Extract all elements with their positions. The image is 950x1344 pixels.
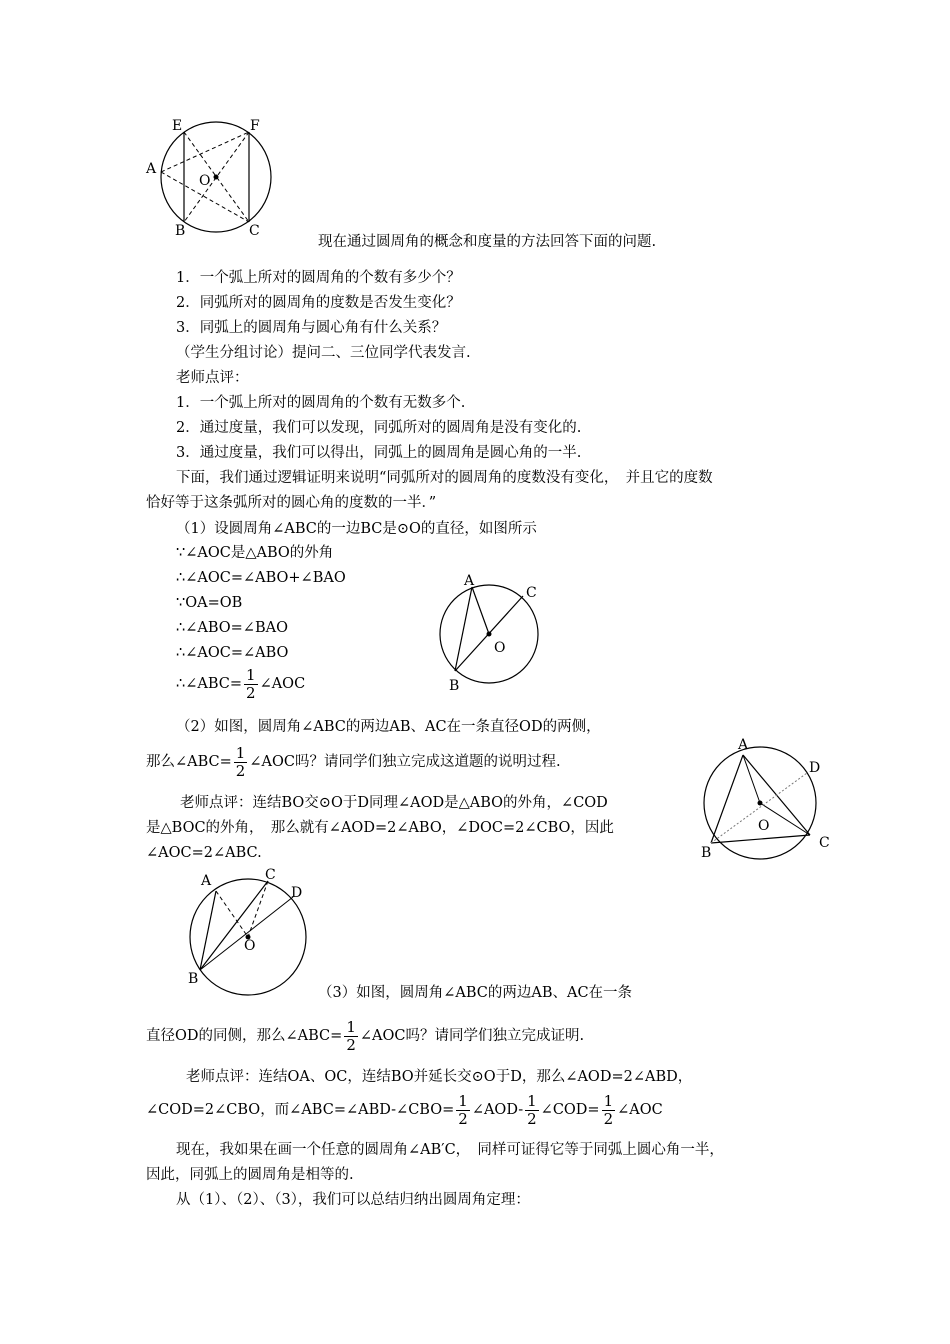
fraction-numerator: 1 xyxy=(246,665,256,684)
label-d: D xyxy=(809,760,821,776)
case2-comment-1: 老师点评：连结BO交⊙O于D同理∠AOD是△ABO的外角，∠COD xyxy=(180,795,608,811)
segment-b-c xyxy=(711,835,810,843)
case1-conclusion xyxy=(176,664,305,704)
case3-line-2 xyxy=(146,1016,584,1056)
figure-case3 xyxy=(185,865,315,1000)
case1-step-5: ∴∠AOC=∠ABO xyxy=(176,645,289,661)
fraction-numerator: 1 xyxy=(346,1017,356,1036)
label-c: C xyxy=(526,585,537,601)
fraction-half xyxy=(344,1017,358,1054)
segment-a-o xyxy=(743,755,760,803)
label-o: O xyxy=(494,640,506,656)
case2-line-1: （2）如图，圆周角∠ABC的两边AB、AC在一条直径OD的两侧， xyxy=(176,719,601,735)
figure-case2 xyxy=(695,735,840,860)
question-1: 1．一个弧上所对的圆周角的个数有多少个？ xyxy=(176,270,461,286)
label-o: O xyxy=(244,938,256,954)
segment-b-c xyxy=(200,881,268,970)
dash-a-f xyxy=(161,132,249,172)
case3-line-2-suffix: ∠AOC吗？请同学们独立完成证明. xyxy=(359,1028,585,1044)
general-line-2: 因此，同弧上的圆周角是相等的. xyxy=(146,1167,354,1183)
center-dot xyxy=(214,175,219,180)
dash-c-o xyxy=(248,881,268,937)
case3-comment-2-a: ∠COD=2∠CBO，而∠ABC=∠ABD-∠CBO= xyxy=(146,1102,455,1118)
comment-title: 老师点评： xyxy=(176,370,249,386)
case3-comment-2-d: ∠AOC xyxy=(617,1102,663,1118)
center-dot xyxy=(487,632,492,637)
figure-3-svg xyxy=(695,735,840,860)
figure-4-svg xyxy=(185,865,315,1000)
label-b: B xyxy=(188,971,199,987)
question-3: 3．同弧上的圆周角与圆心角有什么关系？ xyxy=(176,320,447,336)
case2-comment-2: 是△BOC的外角， 那么就有∠AOD=2∠ABO，∠DOC=2∠CBO，因此 xyxy=(146,820,614,836)
case1-step-2: ∴∠AOC=∠ABO+∠BAO xyxy=(176,570,346,586)
case1-step-4: ∴∠ABO=∠BAO xyxy=(176,620,288,636)
case1-conclusion-prefix: ∴∠ABC= xyxy=(176,676,243,692)
conclusion-text: 从（1）、（2）、（3），我们可以总结归纳出圆周角定理： xyxy=(176,1192,530,1208)
fraction-numerator: 1 xyxy=(603,1091,614,1110)
case2-comment-3: ∠AOC=2∠ABC. xyxy=(146,845,262,861)
figure-case1 xyxy=(430,572,560,692)
label-b: B xyxy=(175,223,186,239)
general-line-1: 现在，我如果在画一个任意的圆周角∠AB′C， 同样可证得它等于同弧上圆心角一半， xyxy=(176,1142,724,1158)
fraction-numerator: 1 xyxy=(458,1091,468,1110)
fraction-half xyxy=(525,1091,539,1128)
case3-comment-2-b: ∠AOD- xyxy=(471,1102,524,1118)
fraction-denominator: 2 xyxy=(246,683,256,702)
label-c: C xyxy=(249,223,260,239)
case1-step-3: ∵OA=OB xyxy=(176,595,243,611)
case1-step-1: ∵∠AOC是△ABO的外角 xyxy=(176,545,334,561)
label-c: C xyxy=(819,835,830,851)
label-f: F xyxy=(250,118,260,134)
answer-1: 1．一个弧上所对的圆周角的个数有无数多个. xyxy=(176,395,466,411)
case3-comment-2 xyxy=(146,1090,663,1130)
label-c: C xyxy=(265,867,276,883)
segment-a-o xyxy=(472,587,489,634)
label-b: B xyxy=(701,845,712,861)
case2-line-2-prefix: 那么∠ABC= xyxy=(146,754,232,770)
question-2: 2．同弧所对的圆周角的度数是否发生变化？ xyxy=(176,295,461,311)
fraction-half xyxy=(234,743,248,780)
case3-comment-2-c: ∠COD= xyxy=(540,1102,600,1118)
fraction-denominator: 2 xyxy=(346,1035,356,1054)
fraction-numerator: 1 xyxy=(527,1091,537,1110)
fraction-half xyxy=(602,1091,616,1128)
label-b: B xyxy=(449,678,460,694)
fraction-half xyxy=(456,1091,470,1128)
label-e: E xyxy=(172,118,183,134)
segment-b-d xyxy=(200,897,293,970)
figure-inscribed-angles-ef xyxy=(140,110,280,245)
segment-a-b xyxy=(455,587,472,671)
proof-intro-line-2: 恰好等于这条弧所对的圆心角的度数的一半．” xyxy=(146,495,437,511)
fraction-half xyxy=(244,665,258,702)
center-dot xyxy=(758,801,763,806)
fraction-denominator: 2 xyxy=(527,1109,537,1128)
case3-comment-1: 老师点评：连结OA、OC，连结BO并延长交⊙O于D，那么∠AOD=2∠ABD， xyxy=(186,1069,693,1085)
case2-line-2 xyxy=(146,742,561,782)
label-o: O xyxy=(199,173,211,189)
intro-text: 现在通过圆周角的概念和度量的方法回答下面的问题. xyxy=(318,234,657,250)
case1-conclusion-suffix: ∠AOC xyxy=(259,676,306,692)
label-a: A xyxy=(464,573,475,589)
fraction-denominator: 2 xyxy=(235,761,246,780)
case3-line-1: （3）如图，圆周角∠ABC的两边AB、AC在一条 xyxy=(318,985,633,1001)
label-a: A xyxy=(738,737,749,753)
discussion-text: （学生分组讨论）提问二、三位同学代表发言. xyxy=(176,345,471,361)
label-a: A xyxy=(146,161,157,177)
proof-intro-line-1: 下面，我们通过逻辑证明来说明“同弧所对的圆周角的度数没有变化， 并且它的度数 xyxy=(176,470,713,486)
case1-title: （1）设圆周角∠ABC的一边BC是⊙O的直径，如图所示 xyxy=(176,521,537,537)
case3-line-2-prefix: 直径OD的同侧，那么∠ABC= xyxy=(146,1028,343,1044)
figure-2-svg xyxy=(430,572,560,692)
label-o: O xyxy=(758,818,770,834)
answer-2: 2．通过度量，我们可以发现，同弧所对的圆周角是没有变化的. xyxy=(176,420,582,436)
label-a: A xyxy=(201,873,212,889)
figure-1-svg xyxy=(140,110,280,245)
label-d: D xyxy=(291,885,303,901)
segment-b-a xyxy=(200,891,216,970)
answer-3: 3．通过度量，我们可以得出，同弧上的圆周角是圆心角的一半. xyxy=(176,445,582,461)
fraction-denominator: 2 xyxy=(603,1109,614,1128)
fraction-denominator: 2 xyxy=(458,1109,468,1128)
fraction-numerator: 1 xyxy=(235,743,246,762)
case2-line-2-suffix: ∠AOC吗？请同学们独立完成这道题的说明过程. xyxy=(249,754,561,770)
